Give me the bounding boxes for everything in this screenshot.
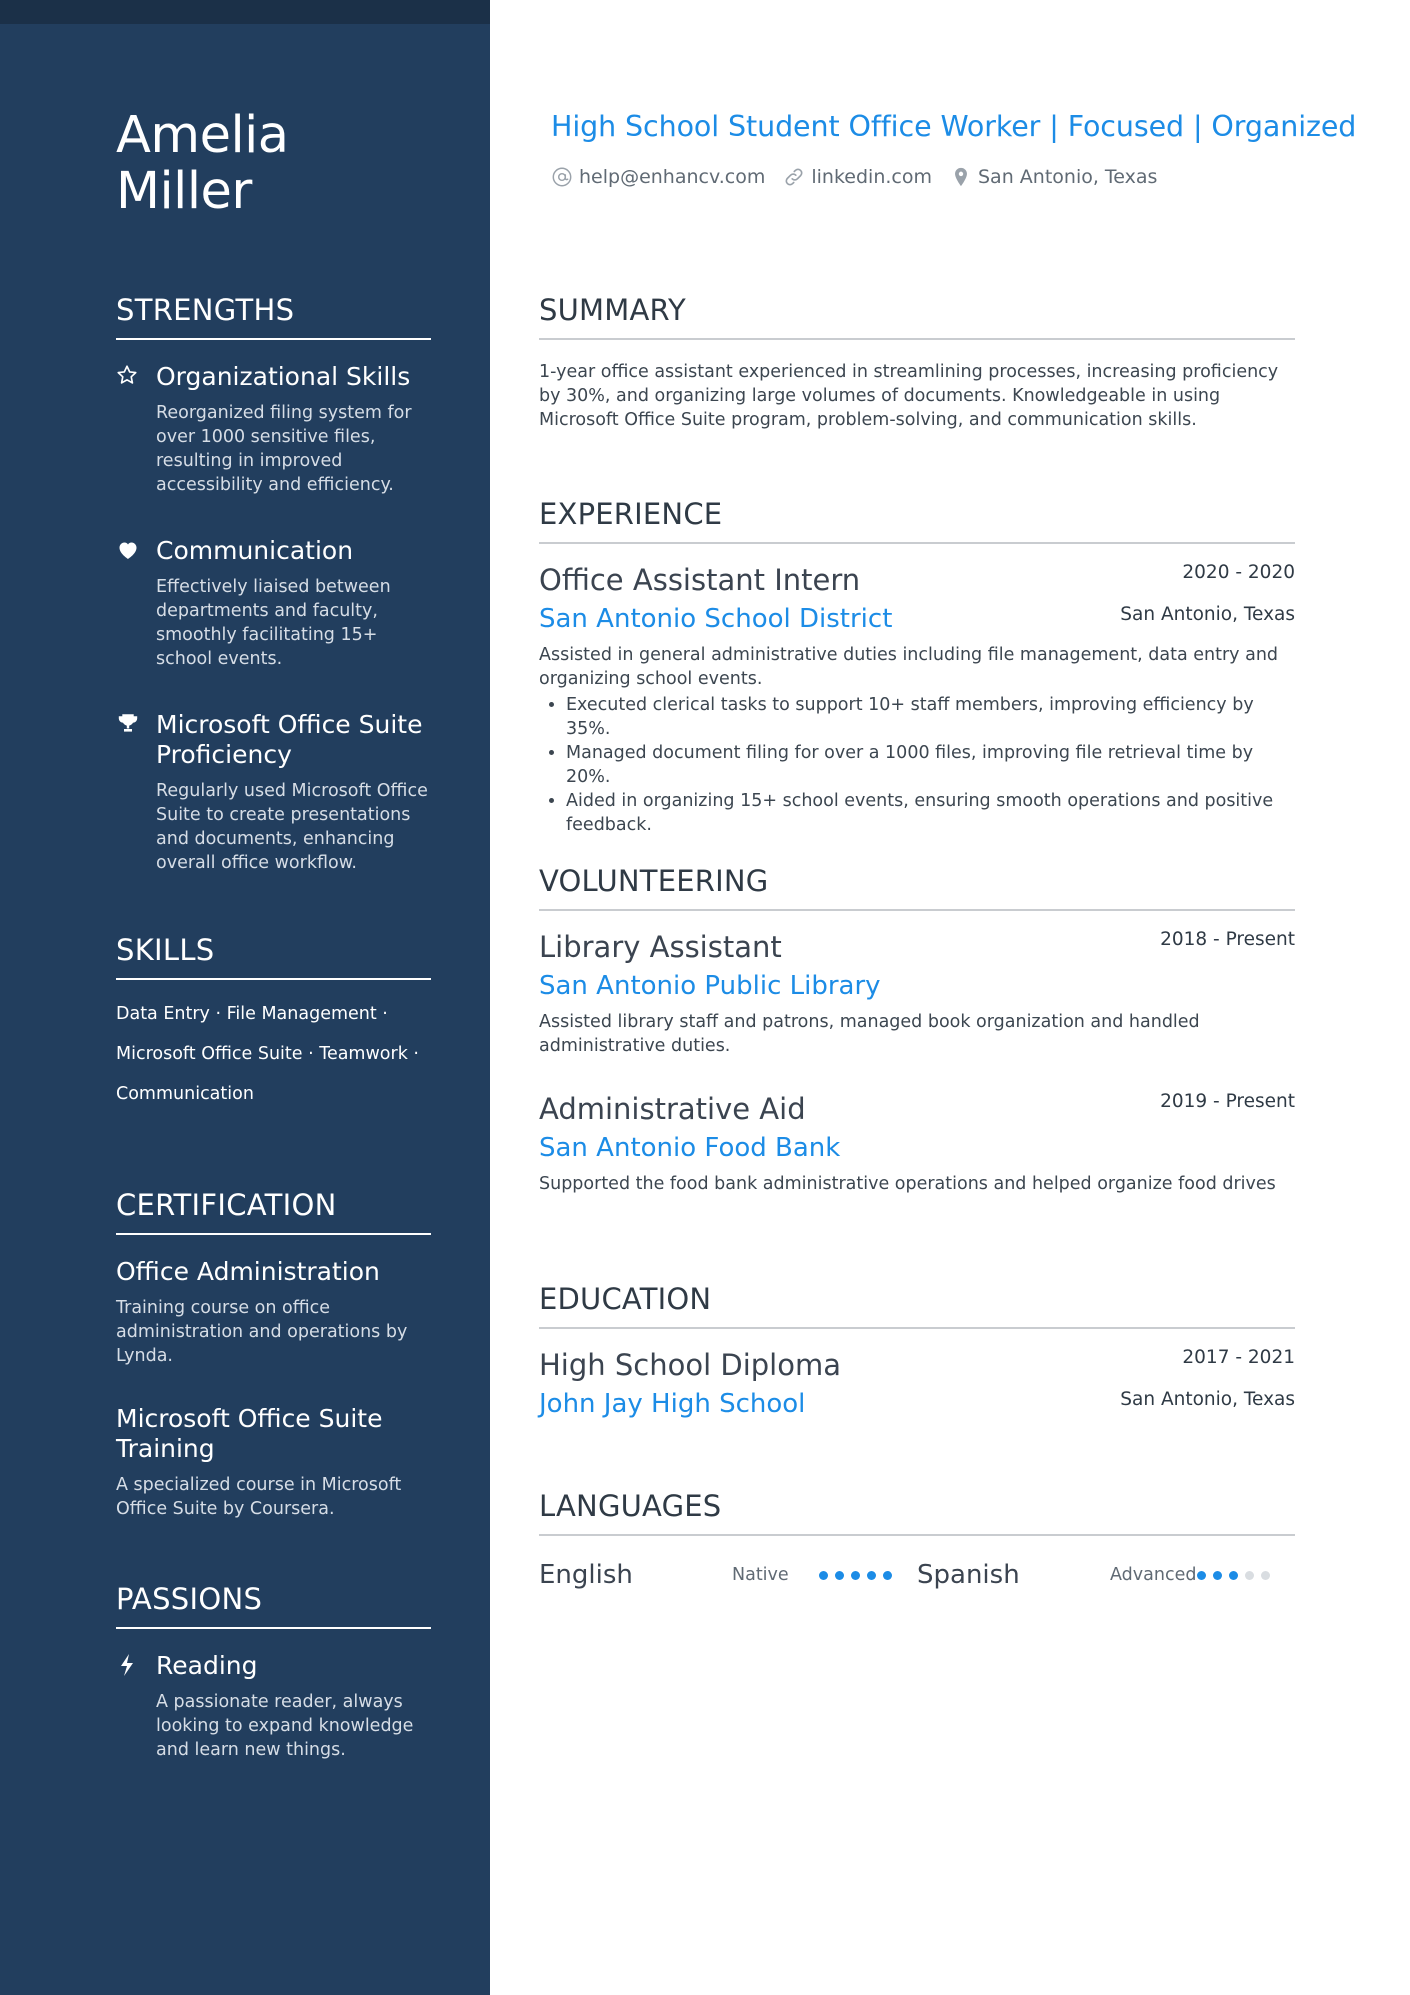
email-text: help@enhancv.com [579, 166, 766, 188]
rating-dot-filled [835, 1571, 844, 1580]
strength-title: Microsoft Office Suite Proficiency [156, 710, 423, 769]
strength-desc: Regularly used Microsoft Office Suite to create presentations and documents, enhancing overall office workflow. [156, 781, 428, 873]
summary-title: SUMMARY [539, 293, 1295, 340]
strength-item [116, 710, 431, 875]
rating-dot-filled [1197, 1571, 1206, 1580]
volunteer-description: Assisted library staff and patrons, managed book organization and handled administrative duties. [539, 1012, 1200, 1056]
language-item [917, 1560, 1295, 1590]
languages-row [539, 1560, 1295, 1590]
strength-desc: Effectively liaised between departments and faculty, smoothly facilitating 15+ school events. [156, 577, 391, 669]
certification-desc: Training course on office administration and operations by Lynda. [116, 1298, 408, 1366]
experience-section [539, 497, 1295, 837]
star-icon [116, 364, 140, 388]
at-icon [551, 166, 573, 188]
passions-section [116, 1582, 431, 1801]
language-rating [819, 1571, 892, 1580]
heart-icon [116, 538, 140, 562]
volunteering-entry [539, 929, 1295, 1058]
school-name: John Jay High School [539, 1389, 806, 1419]
certification-item [116, 1257, 431, 1368]
contact-location [950, 166, 1157, 188]
contact-linkedin[interactable] [783, 166, 932, 188]
passions-title: PASSIONS [116, 1582, 431, 1629]
strength-item [116, 362, 431, 497]
sidebar [0, 0, 490, 1995]
full-name [116, 108, 456, 220]
language-name: Spanish [917, 1560, 1020, 1590]
experience-title: EXPERIENCE [539, 497, 1295, 544]
volunteer-dates: 2018 - Present [1160, 929, 1295, 950]
trophy-icon [116, 712, 140, 736]
job-bullets [539, 693, 1295, 837]
rating-dot-empty [1261, 1571, 1270, 1580]
last-name: Miller [116, 162, 252, 221]
job-bullet: • Aided in organizing 15+ school events, ensuring smooth operations and positive feedback. [566, 789, 1295, 837]
headline: High School Student Office Worker | Focused | Organized [551, 110, 1357, 143]
skills-section [116, 933, 431, 1114]
job-description: Assisted in general administrative duties including file management, data entry and organizing school events. [539, 645, 1279, 689]
volunteering-title: VOLUNTEERING [539, 864, 1295, 911]
languages-title: LANGUAGES [539, 1489, 1295, 1536]
contact-email[interactable] [551, 166, 765, 188]
location-pin-icon [950, 166, 972, 188]
sidebar-top-bar [0, 0, 490, 24]
job-location: San Antonio, Texas [1120, 604, 1295, 625]
education-dates: 2017 - 2021 [1182, 1347, 1295, 1368]
job-company: San Antonio School District [539, 604, 893, 634]
volunteer-organization: San Antonio Public Library [539, 971, 881, 1001]
rating-dot-filled [883, 1571, 892, 1580]
strength-title: Communication [156, 536, 354, 565]
rating-dot-empty [1245, 1571, 1254, 1580]
link-icon [783, 166, 805, 188]
language-level: Advanced [1110, 1565, 1197, 1585]
certification-name: Microsoft Office Suite Training [116, 1404, 383, 1463]
language-name: English [539, 1560, 633, 1590]
strength-item [116, 536, 431, 671]
volunteering-entry [539, 1091, 1295, 1196]
strength-title: Organizational Skills [156, 362, 411, 391]
skills-line: Microsoft Office Suite · Teamwork · [116, 1044, 419, 1064]
linkedin-text: linkedin.com [811, 166, 932, 188]
skills-line: Communication [116, 1084, 254, 1104]
job-dates: 2020 - 2020 [1182, 562, 1295, 583]
education-title: EDUCATION [539, 1282, 1295, 1329]
language-rating [1197, 1571, 1270, 1580]
rating-dot-filled [819, 1571, 828, 1580]
strengths-title: STRENGTHS [116, 293, 431, 340]
skills-title: SKILLS [116, 933, 431, 980]
rating-dot-filled [1229, 1571, 1238, 1580]
certification-name: Office Administration [116, 1257, 380, 1286]
volunteer-description: Supported the food bank administrative operations and helped organize food drives [539, 1174, 1276, 1194]
education-location: San Antonio, Texas [1120, 1389, 1295, 1410]
languages-section [539, 1489, 1295, 1590]
volunteer-role: Administrative Aid [539, 1092, 806, 1126]
volunteering-section [539, 864, 1295, 1196]
job-title: Office Assistant Intern [539, 563, 861, 597]
summary-section [539, 293, 1295, 432]
skills-list [116, 994, 431, 1114]
passion-title: Reading [156, 1651, 258, 1680]
volunteer-role: Library Assistant [539, 930, 782, 964]
certification-desc: A specialized course in Microsoft Office Suite by Coursera. [116, 1475, 402, 1519]
job-bullet: • Executed clerical tasks to support 10+ staff members, improving efficiency by 35%. [566, 693, 1295, 741]
strengths-section [116, 293, 431, 914]
language-level: Native [732, 1565, 789, 1585]
passion-item [116, 1651, 431, 1762]
certification-section [116, 1188, 431, 1557]
education-section [539, 1282, 1295, 1421]
strength-desc: Reorganized filing system for over 1000 sensitive files, resulting in improved accessibility and efficiency. [156, 403, 412, 495]
education-entry [539, 1347, 1295, 1421]
skills-line: Data Entry · File Management · [116, 1004, 388, 1024]
language-item [539, 1560, 917, 1590]
certification-item [116, 1404, 431, 1521]
certification-title: CERTIFICATION [116, 1188, 431, 1235]
summary-text: 1-year office assistant experienced in streamlining processes, increasing proficiency by 30%, and organizing large volumes of documents. Knowledgeable in using Microsoft Office Suite program, problem-solving, and communication skills. [539, 362, 1279, 430]
location-text: San Antonio, Texas [978, 166, 1158, 188]
contact-row [551, 166, 1157, 188]
passion-desc: A passionate reader, always looking to expand knowledge and learn new things. [156, 1692, 414, 1760]
experience-entry [539, 562, 1295, 837]
volunteer-organization: San Antonio Food Bank [539, 1133, 841, 1163]
job-bullet: • Managed document filing for over a 1000 files, improving file retrieval time by 20%. [566, 741, 1295, 789]
lightning-icon [116, 1653, 140, 1677]
rating-dot-filled [867, 1571, 876, 1580]
first-name: Amelia [116, 106, 289, 165]
degree-title: High School Diploma [539, 1348, 841, 1382]
rating-dot-filled [851, 1571, 860, 1580]
rating-dot-filled [1213, 1571, 1222, 1580]
volunteer-dates: 2019 - Present [1160, 1091, 1295, 1112]
